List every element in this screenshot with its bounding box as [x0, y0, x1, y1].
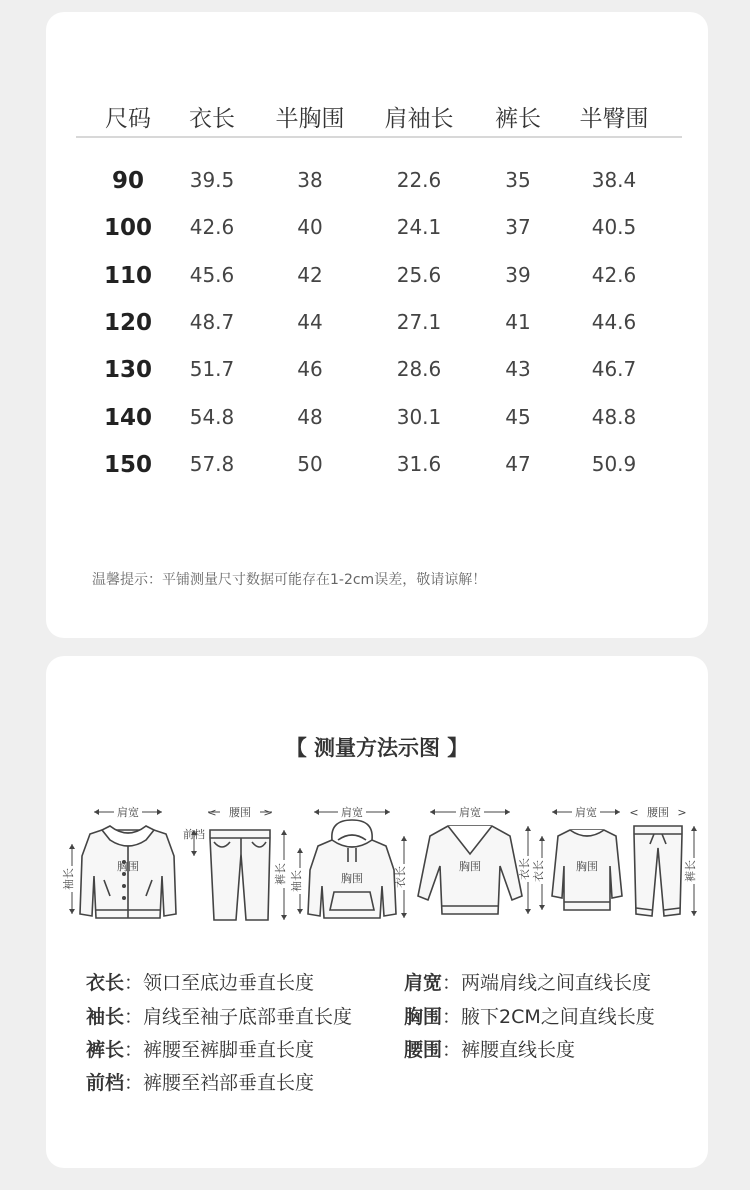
- cell-garment-length: 39.5: [189, 168, 235, 192]
- cell-half-chest: 44: [297, 309, 323, 334]
- hoodie-icon: [292, 796, 412, 926]
- svg-text:>: >: [263, 806, 273, 819]
- cell-half-hip: 50.9: [591, 451, 637, 476]
- cell-garment-length: 45.6: [189, 262, 235, 287]
- cell-half-chest: 48: [297, 404, 323, 429]
- definition-waist: 腰围：裤腰直线长度: [404, 1039, 576, 1061]
- sweatshirt-figure: [534, 796, 624, 926]
- sweatshirt-chest-label: 胸围: [576, 860, 598, 873]
- jacket-shoulder-label: 肩宽: [117, 806, 139, 819]
- svg-text:<: <: [629, 806, 639, 819]
- jogger-waist-label: 腰围: [647, 806, 669, 819]
- definition-garment-length: 衣长：领口至底边垂直长度: [86, 972, 315, 994]
- sweatshirt-icon: [534, 796, 624, 926]
- table-row: [46, 452, 708, 482]
- pants-length-label: 裤长: [274, 863, 287, 885]
- table-row: [46, 168, 708, 198]
- cell-pants-length: 39: [505, 262, 531, 287]
- cell-half-chest: 38: [297, 168, 323, 192]
- hoodie-sleeve-label: 袖长: [290, 870, 303, 892]
- table-row: [46, 357, 708, 387]
- cell-shoulder-sleeve: 31.6: [396, 451, 442, 476]
- size-chart-card: [46, 12, 708, 638]
- cell-pants-length: 47: [505, 451, 531, 476]
- cell-pants-length: 37: [505, 215, 531, 240]
- pants-waist-label: 腰围: [229, 806, 251, 819]
- cell-half-hip: 42.6: [591, 262, 637, 287]
- sweatshirt-length-label: 衣长: [532, 860, 545, 882]
- header-half-chest: 半胸围: [275, 106, 345, 132]
- jogger-icon: [624, 796, 704, 926]
- cell-shoulder-sleeve: 24.1: [396, 215, 442, 240]
- cell-size: 90: [111, 168, 145, 194]
- sweater-figure: [414, 796, 534, 926]
- cell-size: 110: [103, 262, 153, 289]
- hoodie-length-label: 衣长: [394, 866, 407, 888]
- header-half-hip: 半臀围: [579, 106, 649, 132]
- header-pants-length: 裤长: [495, 106, 541, 132]
- sweater-icon: [414, 796, 534, 926]
- cell-size: 120: [103, 309, 153, 336]
- cell-shoulder-sleeve: 22.6: [396, 168, 442, 192]
- svg-text:>: >: [677, 806, 687, 819]
- cell-garment-length: 48.7: [189, 309, 235, 334]
- sweater-shoulder-label: 肩宽: [459, 806, 481, 819]
- jacket-figure: [64, 796, 184, 926]
- cell-shoulder-sleeve: 28.6: [396, 357, 442, 382]
- cell-half-chest: 50: [297, 451, 323, 476]
- method-title: 【 测量方法示图 】: [285, 736, 469, 760]
- cell-shoulder-sleeve: 25.6: [396, 262, 442, 287]
- definition-sleeve-length: 袖长：肩线至袖子底部垂直长度: [86, 1006, 353, 1028]
- hoodie-shoulder-label: 肩宽: [341, 806, 363, 819]
- sweatshirt-shoulder-label: 肩宽: [575, 806, 597, 819]
- jacket-sleeve-label: 袖长: [62, 868, 75, 890]
- header-size: 尺码: [105, 106, 151, 132]
- cell-half-hip: 40.5: [591, 215, 637, 240]
- cell-pants-length: 43: [505, 357, 531, 382]
- jogger-length-label: 裤长: [684, 860, 697, 882]
- cell-half-chest: 40: [297, 215, 323, 240]
- cell-garment-length: 51.7: [189, 357, 235, 382]
- table-row: [46, 215, 708, 245]
- cell-size: 140: [103, 404, 153, 431]
- jogger-figure: [624, 796, 704, 926]
- definition-pants-length: 裤长：裤腰至裤脚垂直长度: [86, 1039, 315, 1061]
- cell-shoulder-sleeve: 27.1: [396, 309, 442, 334]
- cell-garment-length: 54.8: [189, 404, 235, 429]
- cell-garment-length: 57.8: [189, 451, 235, 476]
- cell-half-chest: 42: [297, 262, 323, 287]
- cell-size: 130: [103, 357, 153, 384]
- cell-pants-length: 41: [505, 309, 531, 334]
- cell-pants-length: 35: [505, 168, 531, 192]
- table-row: [46, 263, 708, 293]
- table-row: [46, 310, 708, 340]
- definition-shoulder-width: 肩宽：两端肩线之间直线长度: [404, 972, 652, 994]
- cell-garment-length: 42.6: [189, 215, 235, 240]
- measurement-method-card: [46, 656, 708, 1168]
- header-garment-length: 衣长: [189, 106, 235, 132]
- header-divider: [76, 136, 682, 138]
- pants-rise-label: 前档: [183, 828, 205, 841]
- cell-half-hip: 38.4: [591, 168, 637, 192]
- cell-half-chest: 46: [297, 357, 323, 382]
- svg-text:<: <: [207, 806, 217, 819]
- table-row: [46, 405, 708, 435]
- pants-icon: [184, 796, 294, 926]
- cell-half-hip: 48.8: [591, 404, 637, 429]
- cell-pants-length: 45: [505, 404, 531, 429]
- sweater-chest-label: 胸围: [459, 860, 481, 873]
- jacket-icon: [64, 796, 184, 926]
- measurement-tip: 温馨提示：平铺测量尺寸数据可能存在1-2cm误差，敬请谅解！: [92, 572, 487, 588]
- cell-half-hip: 46.7: [591, 357, 637, 382]
- definition-chest: 胸围：腋下2CM之间直线长度: [404, 1006, 655, 1028]
- jacket-chest-label: 胸围: [117, 860, 139, 873]
- cell-half-hip: 44.6: [591, 309, 637, 334]
- cell-size: 100: [103, 215, 153, 242]
- pants-figure: [184, 796, 294, 926]
- definition-front-rise: 前档：裤腰至裆部垂直长度: [86, 1072, 315, 1094]
- cell-size: 150: [103, 451, 153, 478]
- hoodie-figure: [292, 796, 412, 926]
- header-shoulder-sleeve: 肩袖长: [384, 106, 454, 132]
- sweater-length-label: 衣长: [518, 858, 531, 880]
- cell-shoulder-sleeve: 30.1: [396, 404, 442, 429]
- hoodie-chest-label: 胸围: [341, 872, 363, 885]
